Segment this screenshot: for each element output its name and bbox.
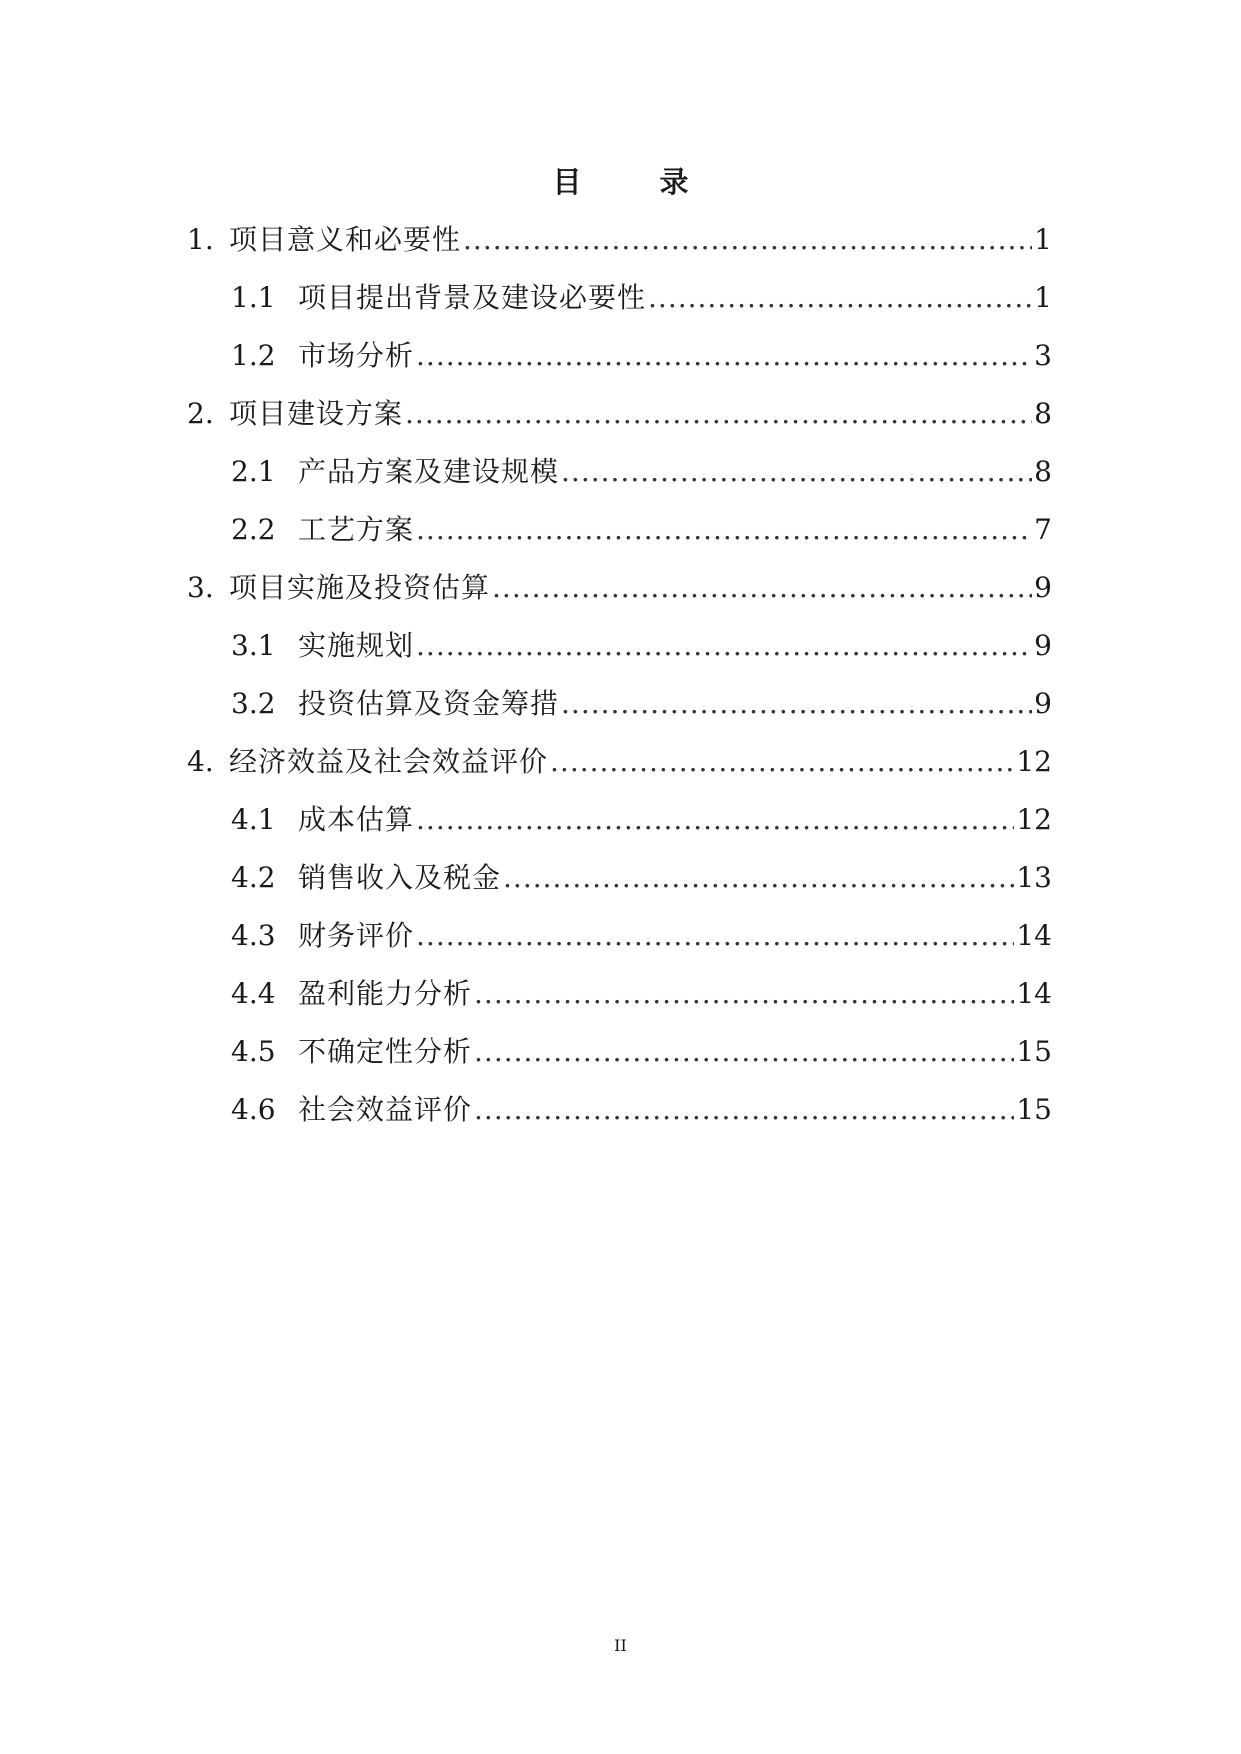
toc-entry-4-2[interactable] (231, 860, 1052, 896)
toc-entry-title: 项目实施及投资估算 (229, 571, 491, 604)
toc-entry-title: 项目建设方案 (229, 397, 404, 430)
toc-entry-title: 不确定性分析 (298, 1035, 473, 1068)
toc-entry-3[interactable] (187, 570, 1052, 606)
toc-entry-number: 1. (187, 223, 214, 256)
toc-entry-number: 4.5 (231, 1035, 276, 1068)
toc-entry-number: 4.1 (231, 803, 276, 836)
toc-entry-number: 2.1 (231, 455, 276, 488)
toc-entry-4-5[interactable] (231, 1034, 1052, 1070)
toc-entry-number: 1.2 (231, 339, 276, 372)
toc-entry-page: 1 (1034, 281, 1052, 314)
toc-entry-title: 投资估算及资金筹措 (298, 687, 560, 720)
page-title: 目 录 (552, 165, 723, 199)
toc-entry-title: 项目提出背景及建设必要性 (298, 281, 647, 314)
toc-dot-leader (463, 222, 1032, 258)
toc-entry-2-2[interactable] (231, 512, 1052, 548)
toc-entry-page: 12 (1016, 745, 1052, 778)
toc-entry-title: 市场分析 (298, 339, 415, 372)
toc-dot-leader (474, 1092, 1014, 1128)
toc-entry-4-4[interactable] (231, 976, 1052, 1012)
toc-entry-number: 2. (187, 397, 214, 430)
toc-entry-number: 3.2 (231, 687, 276, 720)
toc-entry-number: 1.1 (231, 281, 276, 314)
toc-dot-leader (416, 512, 1032, 548)
toc-entry-title: 实施规划 (298, 629, 415, 662)
toc-dot-leader (561, 686, 1032, 722)
toc-entry-number: 4.6 (231, 1093, 276, 1126)
toc-entry-page: 14 (1016, 919, 1052, 952)
toc-entry-2[interactable] (187, 396, 1052, 432)
toc-entry-title: 销售收入及税金 (298, 861, 502, 894)
toc-entry-3-2[interactable] (231, 686, 1052, 722)
toc-entry-number: 4. (187, 745, 214, 778)
toc-dot-leader (492, 570, 1032, 606)
toc-entry-1[interactable] (187, 222, 1052, 258)
toc-entry-page: 8 (1034, 397, 1052, 430)
toc-dot-leader (474, 976, 1014, 1012)
toc-entry-number: 2.2 (231, 513, 276, 546)
toc-entry-page: 1 (1034, 223, 1052, 256)
toc-entry-page: 14 (1016, 977, 1052, 1010)
toc-entry-number: 3. (187, 571, 214, 604)
toc-entry-page: 3 (1034, 339, 1052, 372)
toc-entry-number: 4.4 (231, 977, 276, 1010)
toc-entry-3-1[interactable] (231, 628, 1052, 664)
toc-entry-number: 3.1 (231, 629, 276, 662)
toc-entry-title: 盈利能力分析 (298, 977, 473, 1010)
toc-dot-leader (416, 338, 1032, 374)
toc-entry-page: 15 (1016, 1035, 1052, 1068)
toc-dot-leader (648, 280, 1032, 316)
toc-entry-page: 8 (1034, 455, 1052, 488)
toc-dot-leader (416, 628, 1032, 664)
toc-entry-4-1[interactable] (231, 802, 1052, 838)
toc-entry-2-1[interactable] (231, 454, 1052, 490)
toc-entry-title: 项目意义和必要性 (229, 223, 462, 256)
toc-entry-page: 9 (1034, 571, 1052, 604)
toc-entry-1-2[interactable] (231, 338, 1052, 374)
toc-dot-leader (416, 918, 1014, 954)
toc-entry-page: 12 (1016, 803, 1052, 836)
toc-dot-leader (405, 396, 1032, 432)
toc-entry-page: 9 (1034, 629, 1052, 662)
toc-entry-4-3[interactable] (231, 918, 1052, 954)
toc-entry-1-1[interactable] (231, 280, 1052, 316)
toc-entry-title: 社会效益评价 (298, 1093, 473, 1126)
toc-entry-title: 产品方案及建设规模 (298, 455, 560, 488)
toc-entry-number: 4.3 (231, 919, 276, 952)
toc-dot-leader (550, 744, 1014, 780)
toc-entry-title: 工艺方案 (298, 513, 415, 546)
toc-dot-leader (561, 454, 1032, 490)
toc-dot-leader (503, 860, 1014, 896)
toc-entry-page: 7 (1034, 513, 1052, 546)
toc-entry-page: 13 (1016, 861, 1052, 894)
toc-entry-title: 财务评价 (298, 919, 415, 952)
page-number: II (614, 1636, 627, 1655)
toc-entry-number: 4.2 (231, 861, 276, 894)
toc-dot-leader (474, 1034, 1014, 1070)
toc-entry-page: 9 (1034, 687, 1052, 720)
toc-entry-title: 成本估算 (298, 803, 415, 836)
toc-dot-leader (416, 802, 1014, 838)
toc-entry-4-6[interactable] (231, 1092, 1052, 1128)
toc-entry-page: 15 (1016, 1093, 1052, 1126)
toc-entry-4[interactable] (187, 744, 1052, 780)
toc-entry-title: 经济效益及社会效益评价 (229, 745, 549, 778)
